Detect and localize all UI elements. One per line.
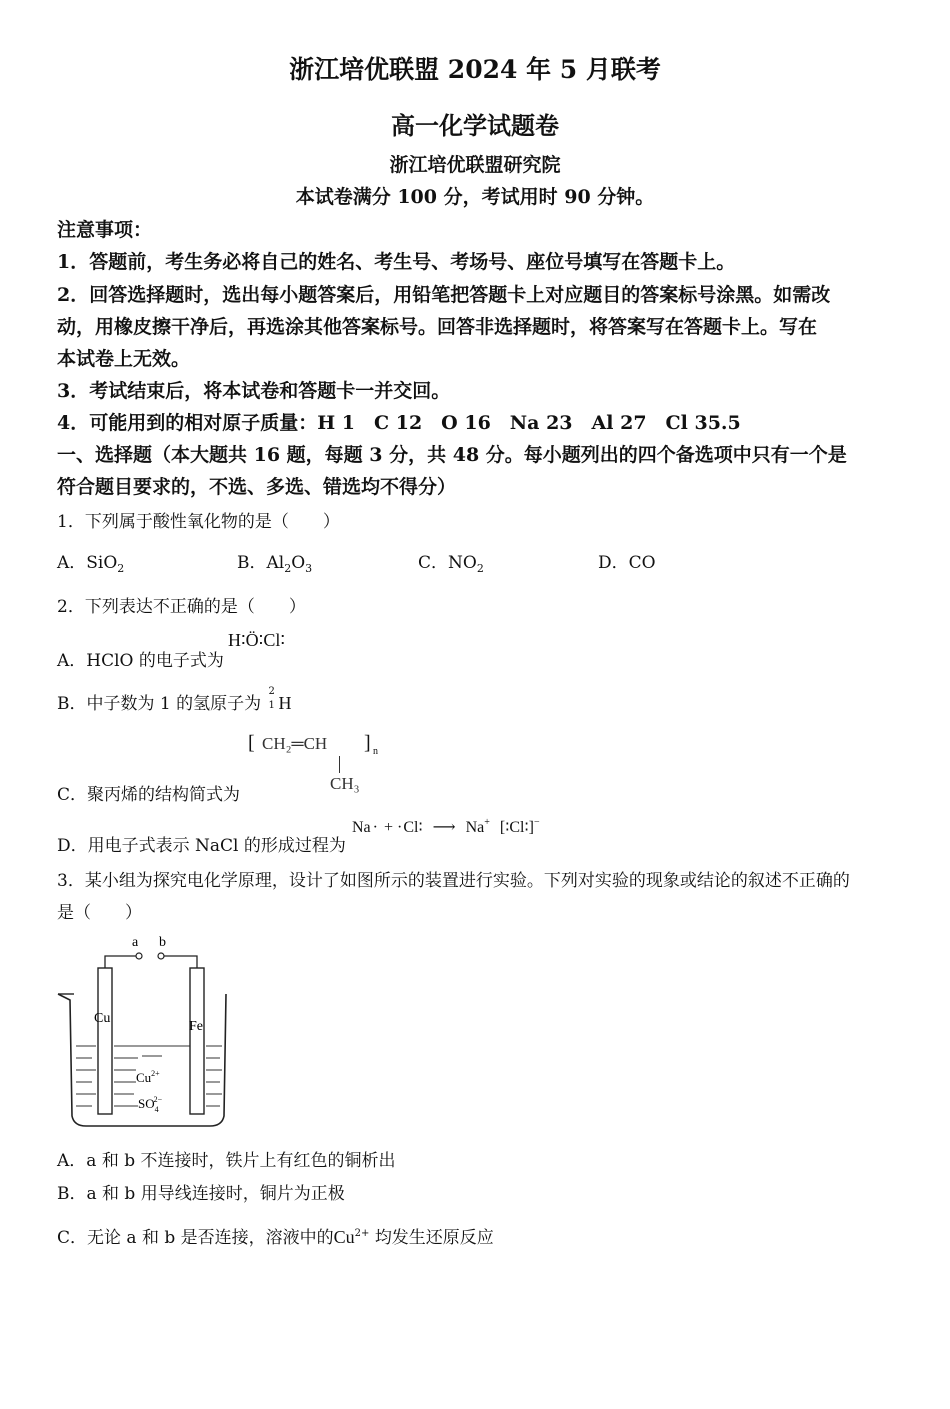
question-1-stem: 1．下列属于酸性氧化物的是（ ） [57,512,340,532]
q1-option-d: D．CO [598,553,656,573]
section-heading-cont: 符合题目要求的，不选、多选、错选均不得分） [57,476,457,498]
q2-option-d: D．用电子式表示 NaCl 的形成过程为 [57,836,346,856]
q3-option-a: A．a 和 b 不连接时，铁片上有红色的铜析出 [57,1151,396,1171]
sulfate-ion-label: $SO_42-$ [138,1095,163,1114]
q1-option-c: C．$NO_2$ [418,553,484,575]
q3-option-b: B．a 和 b 用导线连接时，铜片为正极 [57,1184,345,1204]
section-heading: 一、选择题（本大题共 16 题，每题 3 分，共 48 分。每小题列出的四个备选项中只有一个是 [57,444,847,466]
terminal-a [136,953,142,959]
note-line: 本试卷上无效。 [57,348,191,370]
terminal-b [158,953,164,959]
terminal-a-label: a [132,935,139,950]
electrochem-apparatus-diagram [52,928,242,1134]
exam-title: 浙江培优联盟 2024 年 5 月联考 [289,55,661,84]
branch-bond [339,756,340,773]
q3-option-c: C．无论 a 和 b 是否连接，溶液中的$Cu^{2+}$ 均发生还原反应 [57,1227,494,1248]
polypropylene-structure [248,730,398,800]
note-line: 1．答题前，考生务必将自己的姓名、考生号、考场号、座位号填写在答题卡上。 [57,251,736,273]
q2-option-a: A．HClO 的电子式为 [57,651,224,671]
cu-electrode [98,968,112,1114]
exam-info: 本试卷满分 100 分，考试用时 90 分钟。 [295,186,655,208]
repeat-n: n [373,746,378,757]
bracket-right: ] [364,732,371,754]
cu-ion-label: $Cu^{2+}$ [136,1069,160,1085]
fe-electrode [190,968,204,1114]
notes-heading: 注意事项： [57,219,153,241]
question-3-stem-cont: 是（ ） [57,903,142,923]
bracket-left: [ [248,732,255,754]
terminal-b-label: b [159,935,166,950]
main-chain: CH₂═CH [262,734,328,753]
question-3-stem: 3．某小组为探究电化学原理，设计了如图所示的装置进行实验。下列对实验的现象或结论的叙述不正确的 [57,871,850,891]
fe-label: Fe [189,1019,203,1034]
hclo-electron-formula: H∶Ö∶Cl∶ [228,630,286,650]
q2-option-c: C．聚丙烯的结构简式为 [57,785,241,805]
note-line: 4．可能用到的相对原子质量：H 1 C 12 O 16 Na 23 Al 27 Cl 35.5 [57,412,741,434]
nacl-formation-process: Na · + ·Cl∶ ⟶ Na+ [∶Cl∶]− [352,817,540,836]
cu-label: Cu [94,1011,111,1026]
question-2-stem: 2．下列表达不正确的是（ ） [57,597,306,617]
arrow-icon: ⟶ [432,819,456,836]
hydrogen-isotope-notation: 2 1 [268,686,275,711]
note-line: 3．考试结束后，将本试卷和答题卡一并交回。 [57,380,451,402]
q2-option-b: B．中子数为 1 的氢原子为 2 1 H [57,686,292,714]
exam-subtitle: 高一化学试题卷 [391,111,559,140]
q1-option-b: B．$Al_2O_3$ [237,553,313,575]
q1-option-a: A．SiO$_2$ [57,553,125,575]
note-line: 2．回答选择题时，选出每小题答案后，用铅笔把答题卡上对应题目的答案标号涂黑。如需改 [57,284,831,306]
methyl-branch: CH₃ [330,774,360,793]
institute-name: 浙江培优联盟研究院 [389,154,561,176]
note-line: 动，用橡皮擦干净后，再选涂其他答案标号。回答非选择题时，将答案写在答题卡上。写在 [57,316,818,338]
